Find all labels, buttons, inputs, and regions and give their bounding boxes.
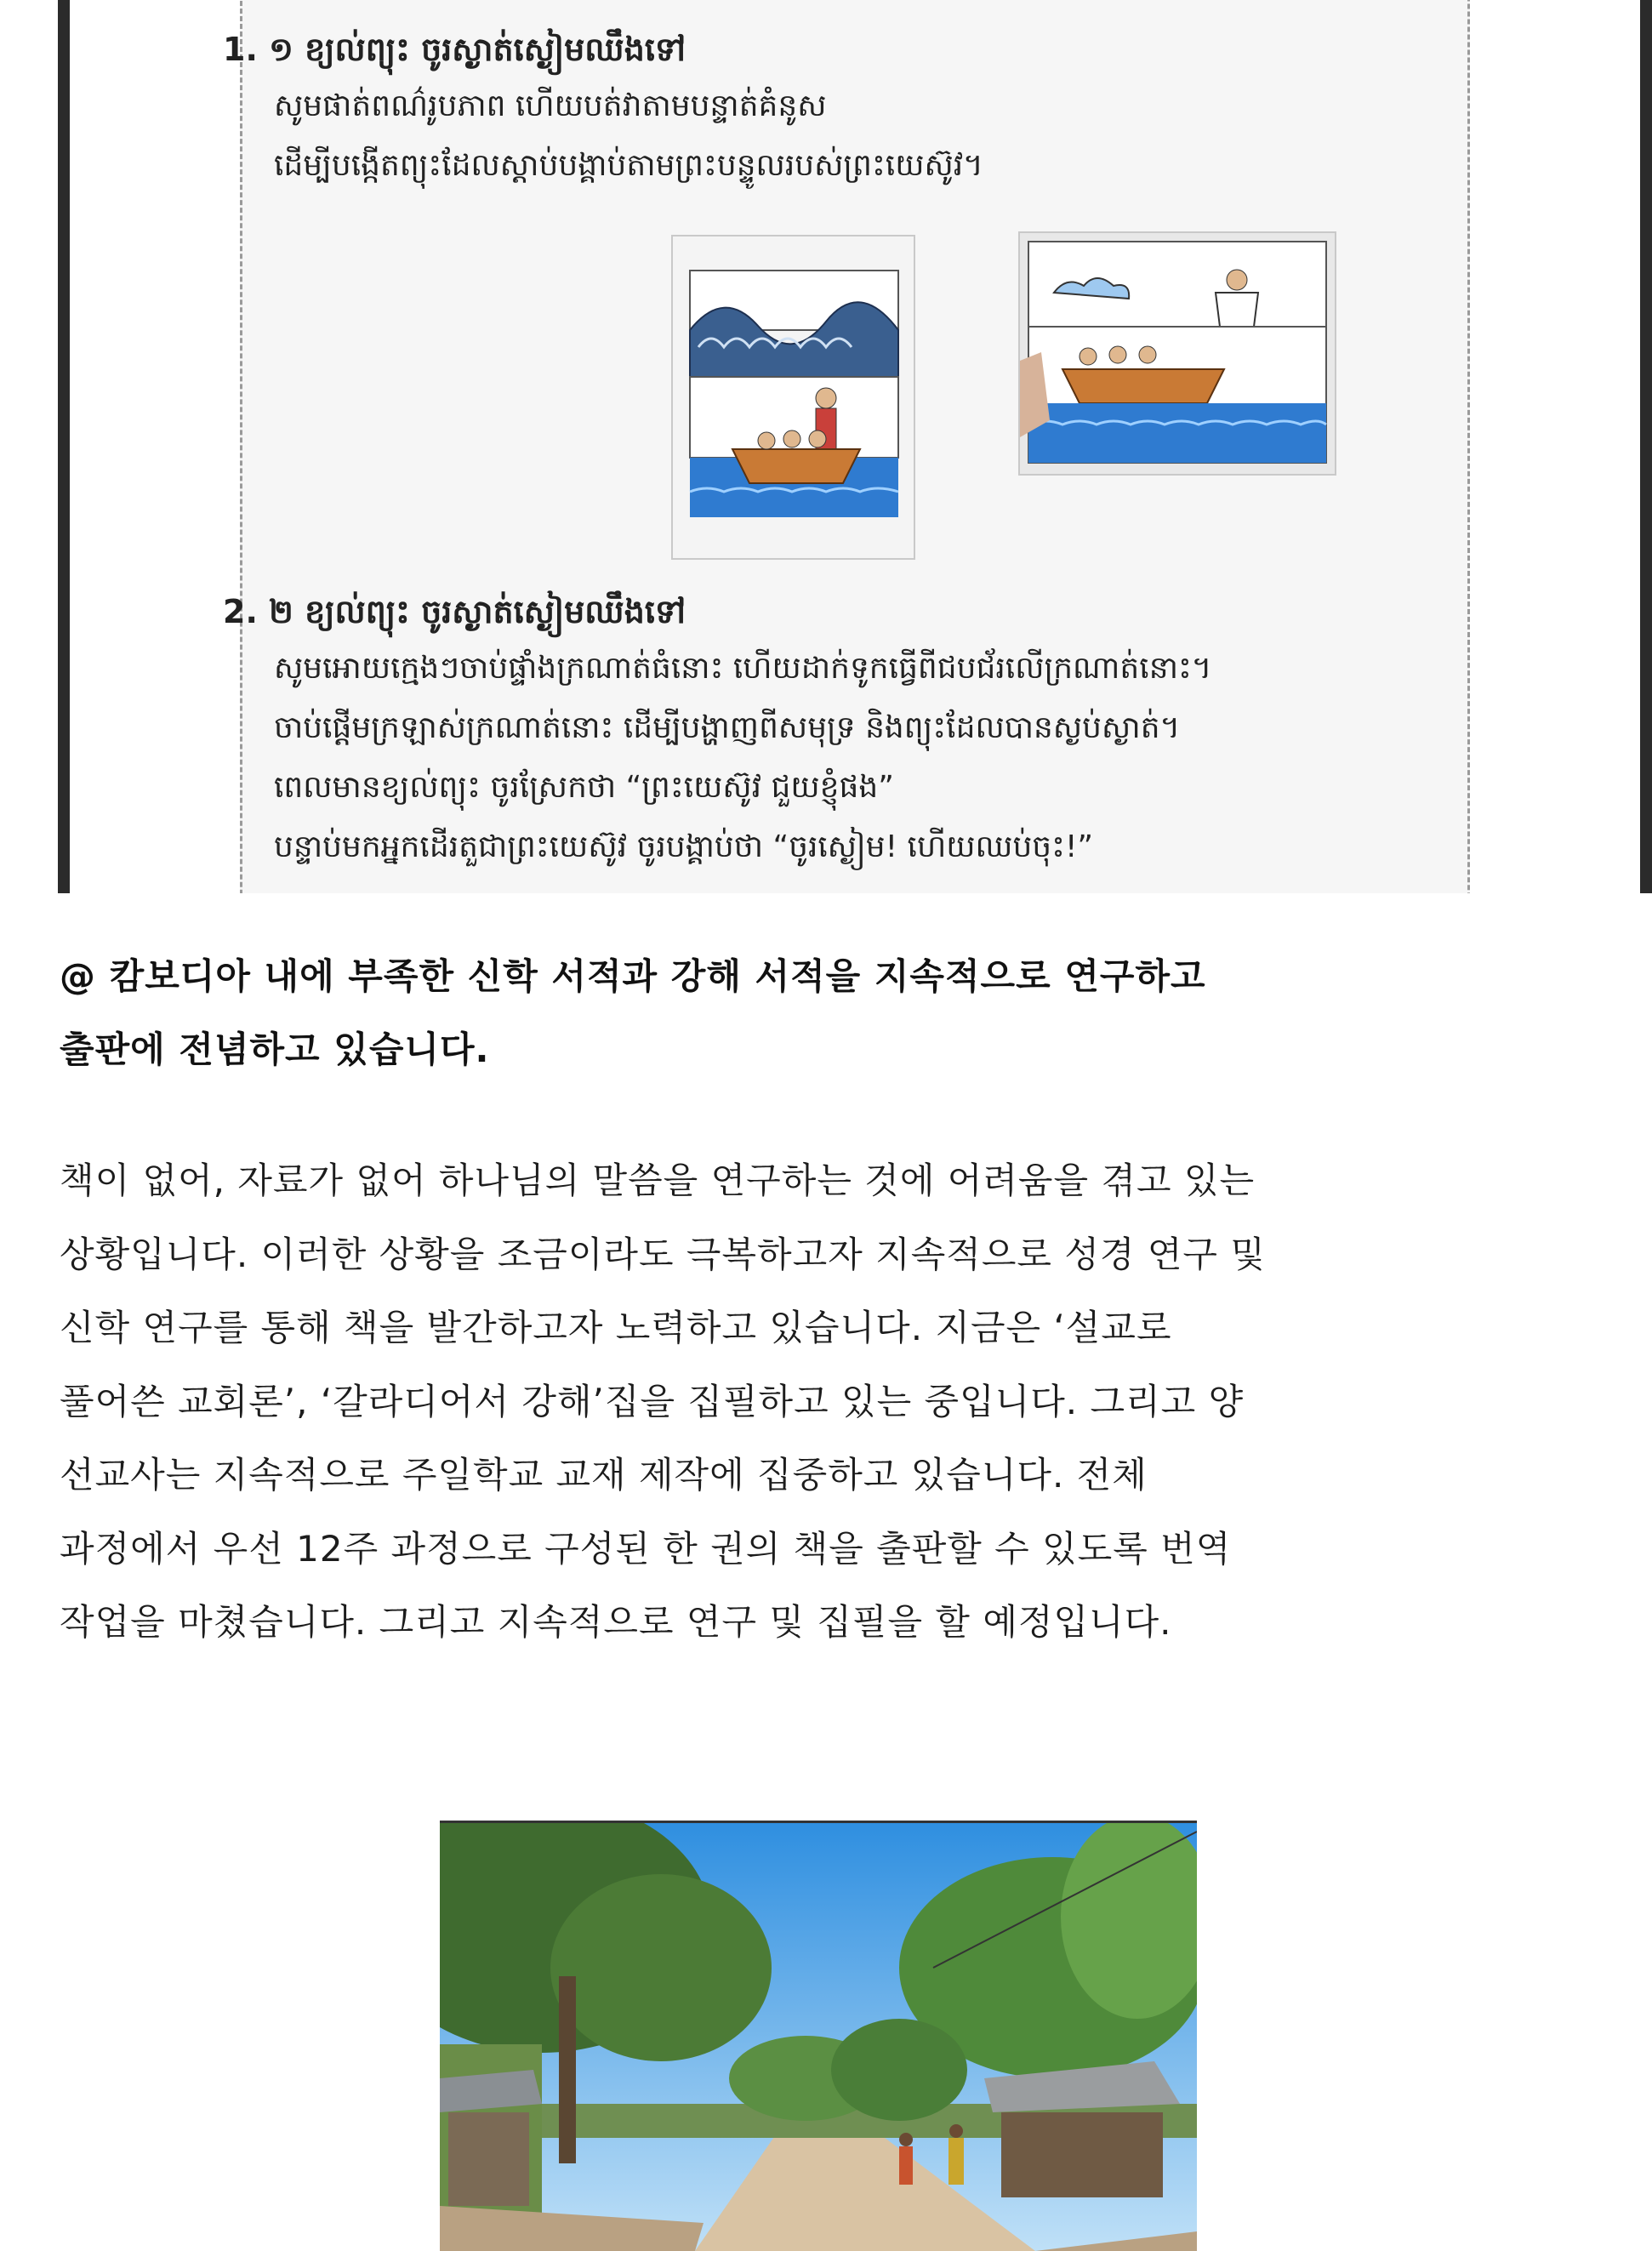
worksheet-step-1 bbox=[223, 29, 1329, 196]
lead-line: @ 캄보디아 내에 부족한 신학 서적과 강해 서적을 지속적으로 연구하고 bbox=[60, 955, 1206, 997]
image-border-right bbox=[1640, 0, 1652, 893]
body-line: 상황입니다. 이러한 상황을 조금이라도 극복하고자 지속적으로 성경 연구 및 bbox=[60, 1233, 1266, 1275]
step-2-line: ពេលមានខ្យល់ព្យុះ ចូរស្រែកថា “ព្រះយេស៊ូវ ជួយខ្ញុំផង” bbox=[274, 770, 894, 805]
body-line: 선교사는 지속적으로 주일학교 교재 제작에 집중하고 있습니다. 전체 bbox=[60, 1454, 1148, 1496]
storm-boat-illustration bbox=[673, 236, 914, 558]
step-1-heading: 1. ១ ខ្យល់ព្យុះ ចូរស្ងាត់ស្ងៀមឈឹងទៅ bbox=[223, 31, 686, 68]
image-border-left bbox=[58, 0, 70, 893]
worksheet-step-2 bbox=[223, 591, 1414, 877]
body-line: 책이 없어, 자료가 없어 하나님의 말씀을 연구하는 것에 어려움을 겪고 있는 bbox=[60, 1160, 1256, 1201]
step-2-line: បន្ទាប់មកអ្នកដើរតួជាព្រះយេស៊ូវ ចូរបង្គាប់ថា “ចូរស្ងៀម! ហើយឈប់ចុះ!” bbox=[274, 829, 1094, 864]
craft-photo-folded-card bbox=[671, 235, 915, 560]
boat-with-jesus-illustration bbox=[1020, 233, 1335, 474]
body-line: 신학 연구를 통해 책을 발간하고자 노력하고 있습니다. 지금은 ‘설교로 bbox=[60, 1307, 1172, 1348]
body-line: 풀어쓴 교회론’, ‘갈라디어서 강해’집을 집필하고 있는 중입니다. 그리고 양 bbox=[60, 1380, 1245, 1422]
lead-paragraph bbox=[60, 940, 1557, 1086]
body-line: 작업을 마쳤습니다. 그리고 지속적으로 연구 및 집필을 할 예정입니다. bbox=[60, 1601, 1172, 1643]
village-road-scene bbox=[440, 1823, 1197, 2251]
step-1-line: ដើម្បីបង្កើតព្យុះដែលស្តាប់បង្គាប់តាមព្រះបន្ទូលរបស់ព្រះយេស៊ូវ។ bbox=[274, 148, 983, 183]
craft-photo-hand-holding-card bbox=[1018, 231, 1336, 476]
body-line: 과정에서 우선 12주 과정으로 구성된 한 권의 책을 출판할 수 있도록 번역 bbox=[60, 1527, 1232, 1570]
body-paragraph bbox=[60, 1144, 1582, 1660]
step-2-line: សូមអោយក្មេងៗចាប់ផ្ទាំងក្រណាត់ធំនោះ ហើយដាក់ទូកធ្វើពីជបជ័រលើក្រណាត់នោះ។ bbox=[274, 651, 1212, 686]
lead-line: 출판에 전념하고 있습니다. bbox=[60, 1029, 490, 1070]
step-2-heading: 2. ២ ខ្យល់ព្យុះ ចូរស្ងាត់ស្ងៀមឈឹងទៅ bbox=[223, 593, 686, 630]
step-2-line: ចាប់ផ្តើមក្រឡាស់ក្រណាត់នោះ ដើម្បីបង្ហាញពីសមុទ្រ និងព្យុះដែលបានស្ងប់ស្ងាត់។ bbox=[274, 710, 1181, 745]
village-road-photo bbox=[440, 1821, 1197, 2251]
step-1-line: សូមផាត់ពណ៌រូបភាព ហើយបត់វាតាមបន្ទាត់គំនូស bbox=[274, 88, 827, 123]
